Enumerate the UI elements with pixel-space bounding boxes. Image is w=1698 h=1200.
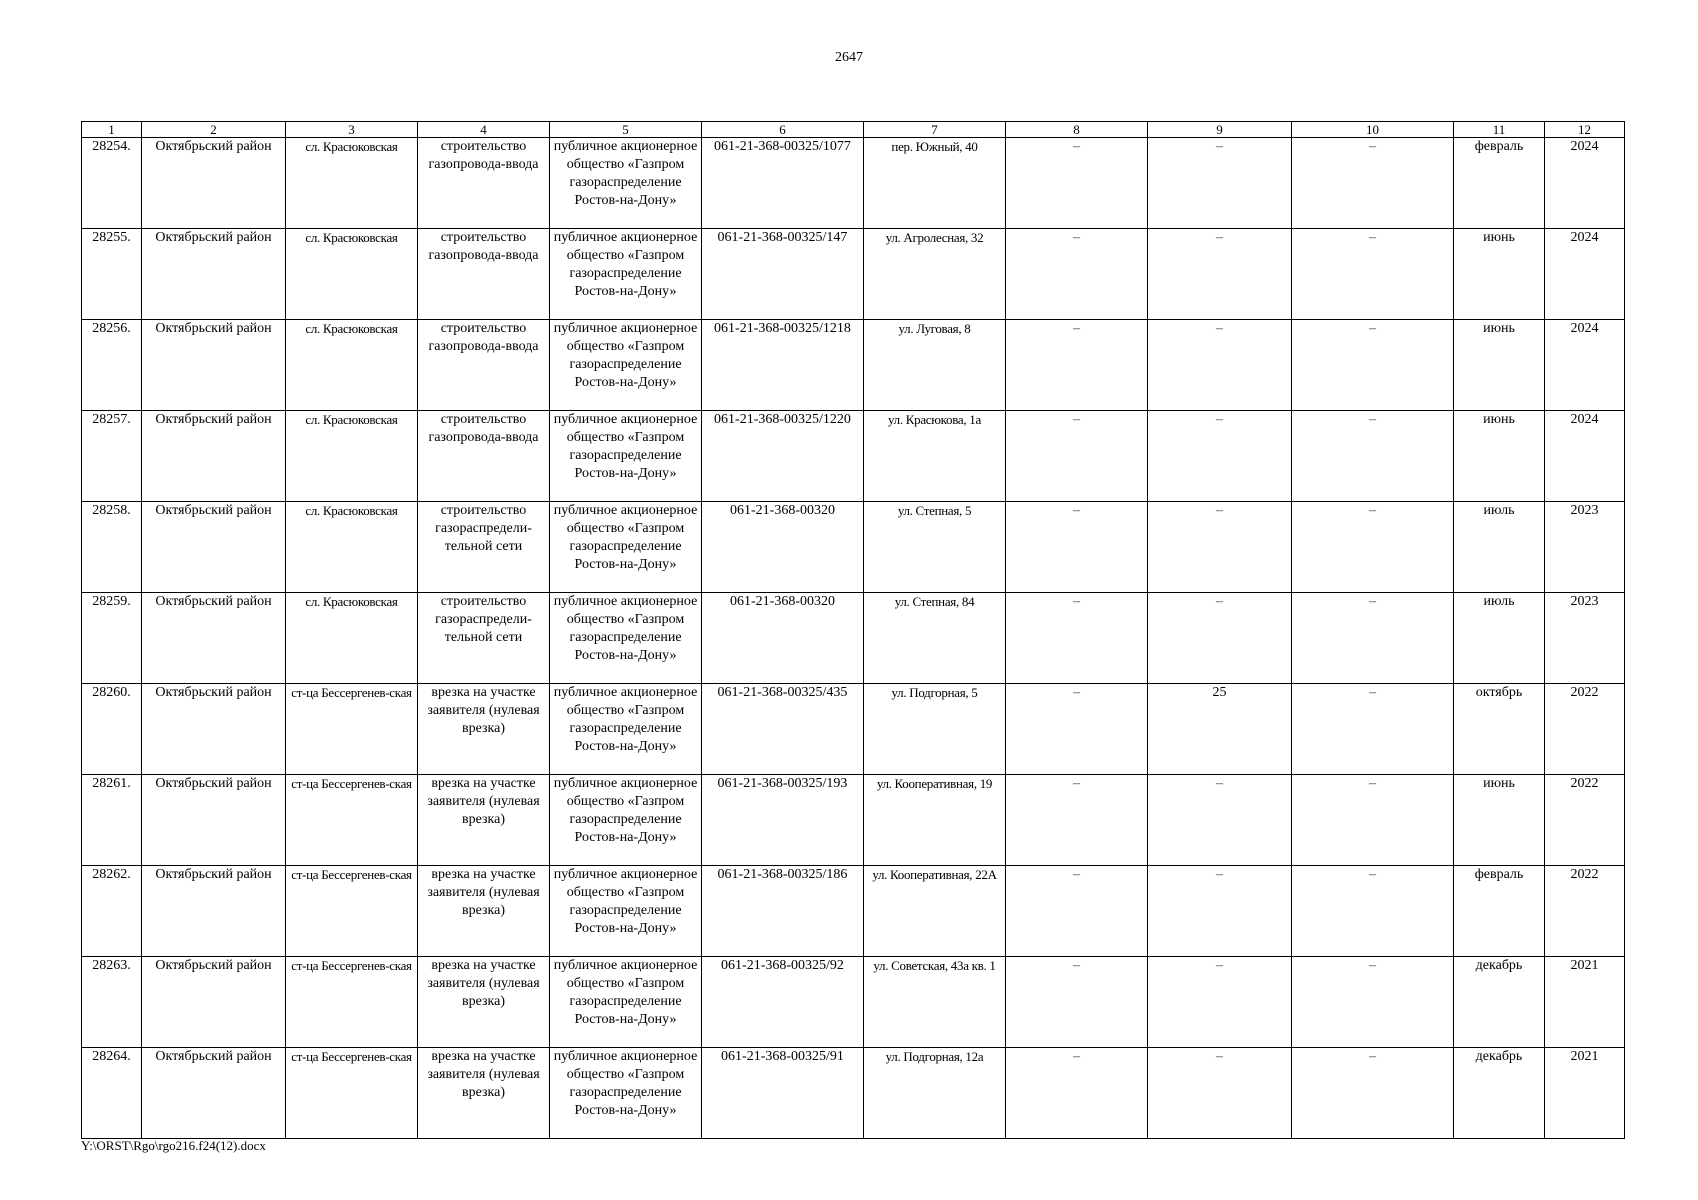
organization-cell: публичное акционерное общество «Газпром газораспределение Ростов-на-Дону» <box>550 684 702 775</box>
organization-cell: публичное акционерное общество «Газпром газораспределение Ростов-на-Дону» <box>550 957 702 1048</box>
organization-cell: публичное акционерное общество «Газпром газораспределение Ростов-на-Дону» <box>550 320 702 411</box>
settlement-cell: сл. Красюковская <box>286 138 418 229</box>
record-number-cell: 28261. <box>82 775 142 866</box>
district-cell: Октябрьский район <box>142 957 286 1048</box>
col-9-value-cell: – <box>1148 1048 1292 1139</box>
record-number-cell: 28263. <box>82 957 142 1048</box>
column-header-2: 2 <box>142 122 286 138</box>
work-type-cell: строительство газопровода-ввода <box>418 320 550 411</box>
table-row <box>82 502 1625 593</box>
column-header-1: 1 <box>82 122 142 138</box>
table-header <box>82 122 1625 138</box>
month-cell: декабрь <box>1454 1048 1545 1139</box>
col-10-value-cell: – <box>1292 502 1454 593</box>
work-type-cell: врезка на участке заявителя (нулевая врезка) <box>418 1048 550 1139</box>
address-cell: ул. Кооперативная, 22А <box>864 866 1006 957</box>
registry-table <box>81 121 1625 1139</box>
column-header-6: 6 <box>702 122 864 138</box>
settlement-cell: ст-ца Бессергенев-ская <box>286 775 418 866</box>
year-cell: 2024 <box>1545 229 1625 320</box>
month-cell: июль <box>1454 502 1545 593</box>
col-9-value-cell: – <box>1148 138 1292 229</box>
work-type-cell: врезка на участке заявителя (нулевая врезка) <box>418 866 550 957</box>
record-number-cell: 28259. <box>82 593 142 684</box>
table-row <box>82 684 1625 775</box>
month-cell: июль <box>1454 593 1545 684</box>
col-10-value-cell: – <box>1292 229 1454 320</box>
year-cell: 2023 <box>1545 502 1625 593</box>
column-header-10: 10 <box>1292 122 1454 138</box>
col-9-value-cell: – <box>1148 229 1292 320</box>
column-header-12: 12 <box>1545 122 1625 138</box>
col-10-value-cell: – <box>1292 593 1454 684</box>
permit-number-cell: 061-21-368-00325/193 <box>702 775 864 866</box>
work-type-cell: строительство газопровода-ввода <box>418 411 550 502</box>
year-cell: 2021 <box>1545 1048 1625 1139</box>
district-cell: Октябрьский район <box>142 229 286 320</box>
address-cell: пер. Южный, 40 <box>864 138 1006 229</box>
col-8-value-cell: – <box>1006 502 1148 593</box>
address-cell: ул. Степная, 84 <box>864 593 1006 684</box>
work-type-cell: врезка на участке заявителя (нулевая врезка) <box>418 775 550 866</box>
district-cell: Октябрьский район <box>142 775 286 866</box>
settlement-cell: сл. Красюковская <box>286 320 418 411</box>
col-9-value-cell: – <box>1148 320 1292 411</box>
settlement-cell: ст-ца Бессергенев-ская <box>286 866 418 957</box>
month-cell: декабрь <box>1454 957 1545 1048</box>
record-number-cell: 28262. <box>82 866 142 957</box>
col-10-value-cell: – <box>1292 957 1454 1048</box>
column-header-8: 8 <box>1006 122 1148 138</box>
district-cell: Октябрьский район <box>142 866 286 957</box>
column-header-4: 4 <box>418 122 550 138</box>
address-cell: ул. Луговая, 8 <box>864 320 1006 411</box>
permit-number-cell: 061-21-368-00325/147 <box>702 229 864 320</box>
organization-cell: публичное акционерное общество «Газпром газораспределение Ростов-на-Дону» <box>550 138 702 229</box>
district-cell: Октябрьский район <box>142 593 286 684</box>
work-type-cell: врезка на участке заявителя (нулевая врезка) <box>418 957 550 1048</box>
month-cell: июнь <box>1454 229 1545 320</box>
work-type-cell: строительство газопровода-ввода <box>418 138 550 229</box>
table-row <box>82 593 1625 684</box>
organization-cell: публичное акционерное общество «Газпром газораспределение Ростов-на-Дону» <box>550 775 702 866</box>
col-10-value-cell: – <box>1292 866 1454 957</box>
col-8-value-cell: – <box>1006 775 1148 866</box>
col-9-value-cell: – <box>1148 411 1292 502</box>
table-row <box>82 866 1625 957</box>
work-type-cell: строительство газораспредели-тельной сети <box>418 593 550 684</box>
col-8-value-cell: – <box>1006 593 1148 684</box>
settlement-cell: сл. Красюковская <box>286 411 418 502</box>
document-file-path: Y:\ORST\Rgo\rgo216.f24(12).docx <box>81 1138 266 1153</box>
col-10-value-cell: – <box>1292 320 1454 411</box>
col-8-value-cell: – <box>1006 229 1148 320</box>
header-row <box>82 122 1625 138</box>
table-row <box>82 411 1625 502</box>
address-cell: ул. Степная, 5 <box>864 502 1006 593</box>
year-cell: 2022 <box>1545 866 1625 957</box>
month-cell: июнь <box>1454 775 1545 866</box>
permit-number-cell: 061-21-368-00325/1077 <box>702 138 864 229</box>
table-row <box>82 320 1625 411</box>
organization-cell: публичное акционерное общество «Газпром газораспределение Ростов-на-Дону» <box>550 1048 702 1139</box>
year-cell: 2024 <box>1545 320 1625 411</box>
table-row <box>82 229 1625 320</box>
district-cell: Октябрьский район <box>142 411 286 502</box>
col-9-value-cell: – <box>1148 502 1292 593</box>
month-cell: февраль <box>1454 138 1545 229</box>
permit-number-cell: 061-21-368-00325/435 <box>702 684 864 775</box>
district-cell: Октябрьский район <box>142 502 286 593</box>
settlement-cell: ст-ца Бессергенев-ская <box>286 957 418 1048</box>
record-number-cell: 28255. <box>82 229 142 320</box>
record-number-cell: 28254. <box>82 138 142 229</box>
table-row <box>82 138 1625 229</box>
col-8-value-cell: – <box>1006 1048 1148 1139</box>
col-8-value-cell: – <box>1006 411 1148 502</box>
record-number-cell: 28264. <box>82 1048 142 1139</box>
permit-number-cell: 061-21-368-00320 <box>702 593 864 684</box>
table-row <box>82 775 1625 866</box>
col-10-value-cell: – <box>1292 684 1454 775</box>
table-row <box>82 1048 1625 1139</box>
table-body <box>82 138 1625 1139</box>
permit-number-cell: 061-21-368-00320 <box>702 502 864 593</box>
page-number: 2647 <box>835 50 863 65</box>
district-cell: Октябрьский район <box>142 138 286 229</box>
year-cell: 2024 <box>1545 138 1625 229</box>
col-9-value-cell: – <box>1148 593 1292 684</box>
year-cell: 2022 <box>1545 775 1625 866</box>
col-9-value-cell: – <box>1148 775 1292 866</box>
col-10-value-cell: – <box>1292 138 1454 229</box>
col-10-value-cell: – <box>1292 1048 1454 1139</box>
district-cell: Октябрьский район <box>142 684 286 775</box>
address-cell: ул. Красюкова, 1а <box>864 411 1006 502</box>
organization-cell: публичное акционерное общество «Газпром газораспределение Ростов-на-Дону» <box>550 866 702 957</box>
col-8-value-cell: – <box>1006 866 1148 957</box>
address-cell: ул. Агролесная, 32 <box>864 229 1006 320</box>
year-cell: 2021 <box>1545 957 1625 1048</box>
column-header-9: 9 <box>1148 122 1292 138</box>
organization-cell: публичное акционерное общество «Газпром газораспределение Ростов-на-Дону» <box>550 593 702 684</box>
settlement-cell: сл. Красюковская <box>286 229 418 320</box>
col-8-value-cell: – <box>1006 957 1148 1048</box>
organization-cell: публичное акционерное общество «Газпром газораспределение Ростов-на-Дону» <box>550 502 702 593</box>
settlement-cell: ст-ца Бессергенев-ская <box>286 1048 418 1139</box>
col-10-value-cell: – <box>1292 411 1454 502</box>
col-9-value-cell: – <box>1148 866 1292 957</box>
year-cell: 2023 <box>1545 593 1625 684</box>
work-type-cell: строительство газораспредели-тельной сети <box>418 502 550 593</box>
column-header-7: 7 <box>864 122 1006 138</box>
permit-number-cell: 061-21-368-00325/92 <box>702 957 864 1048</box>
organization-cell: публичное акционерное общество «Газпром газораспределение Ростов-на-Дону» <box>550 411 702 502</box>
settlement-cell: сл. Красюковская <box>286 502 418 593</box>
col-8-value-cell: – <box>1006 320 1148 411</box>
permit-number-cell: 061-21-368-00325/1218 <box>702 320 864 411</box>
col-8-value-cell: – <box>1006 684 1148 775</box>
permit-number-cell: 061-21-368-00325/1220 <box>702 411 864 502</box>
col-9-value-cell: – <box>1148 957 1292 1048</box>
record-number-cell: 28257. <box>82 411 142 502</box>
record-number-cell: 28258. <box>82 502 142 593</box>
work-type-cell: строительство газопровода-ввода <box>418 229 550 320</box>
col-9-value-cell: 25 <box>1148 684 1292 775</box>
column-header-3: 3 <box>286 122 418 138</box>
permit-number-cell: 061-21-368-00325/91 <box>702 1048 864 1139</box>
month-cell: февраль <box>1454 866 1545 957</box>
month-cell: июнь <box>1454 411 1545 502</box>
month-cell: июнь <box>1454 320 1545 411</box>
year-cell: 2024 <box>1545 411 1625 502</box>
address-cell: ул. Подгорная, 5 <box>864 684 1006 775</box>
table-row <box>82 957 1625 1048</box>
address-cell: ул. Кооперативная, 19 <box>864 775 1006 866</box>
column-header-5: 5 <box>550 122 702 138</box>
organization-cell: публичное акционерное общество «Газпром газораспределение Ростов-на-Дону» <box>550 229 702 320</box>
month-cell: октябрь <box>1454 684 1545 775</box>
settlement-cell: сл. Красюковская <box>286 593 418 684</box>
settlement-cell: ст-ца Бессергенев-ская <box>286 684 418 775</box>
col-8-value-cell: – <box>1006 138 1148 229</box>
year-cell: 2022 <box>1545 684 1625 775</box>
address-cell: ул. Подгорная, 12а <box>864 1048 1006 1139</box>
address-cell: ул. Советская, 43а кв. 1 <box>864 957 1006 1048</box>
district-cell: Октябрьский район <box>142 320 286 411</box>
permit-number-cell: 061-21-368-00325/186 <box>702 866 864 957</box>
work-type-cell: врезка на участке заявителя (нулевая врезка) <box>418 684 550 775</box>
record-number-cell: 28256. <box>82 320 142 411</box>
column-header-11: 11 <box>1454 122 1545 138</box>
col-10-value-cell: – <box>1292 775 1454 866</box>
record-number-cell: 28260. <box>82 684 142 775</box>
district-cell: Октябрьский район <box>142 1048 286 1139</box>
